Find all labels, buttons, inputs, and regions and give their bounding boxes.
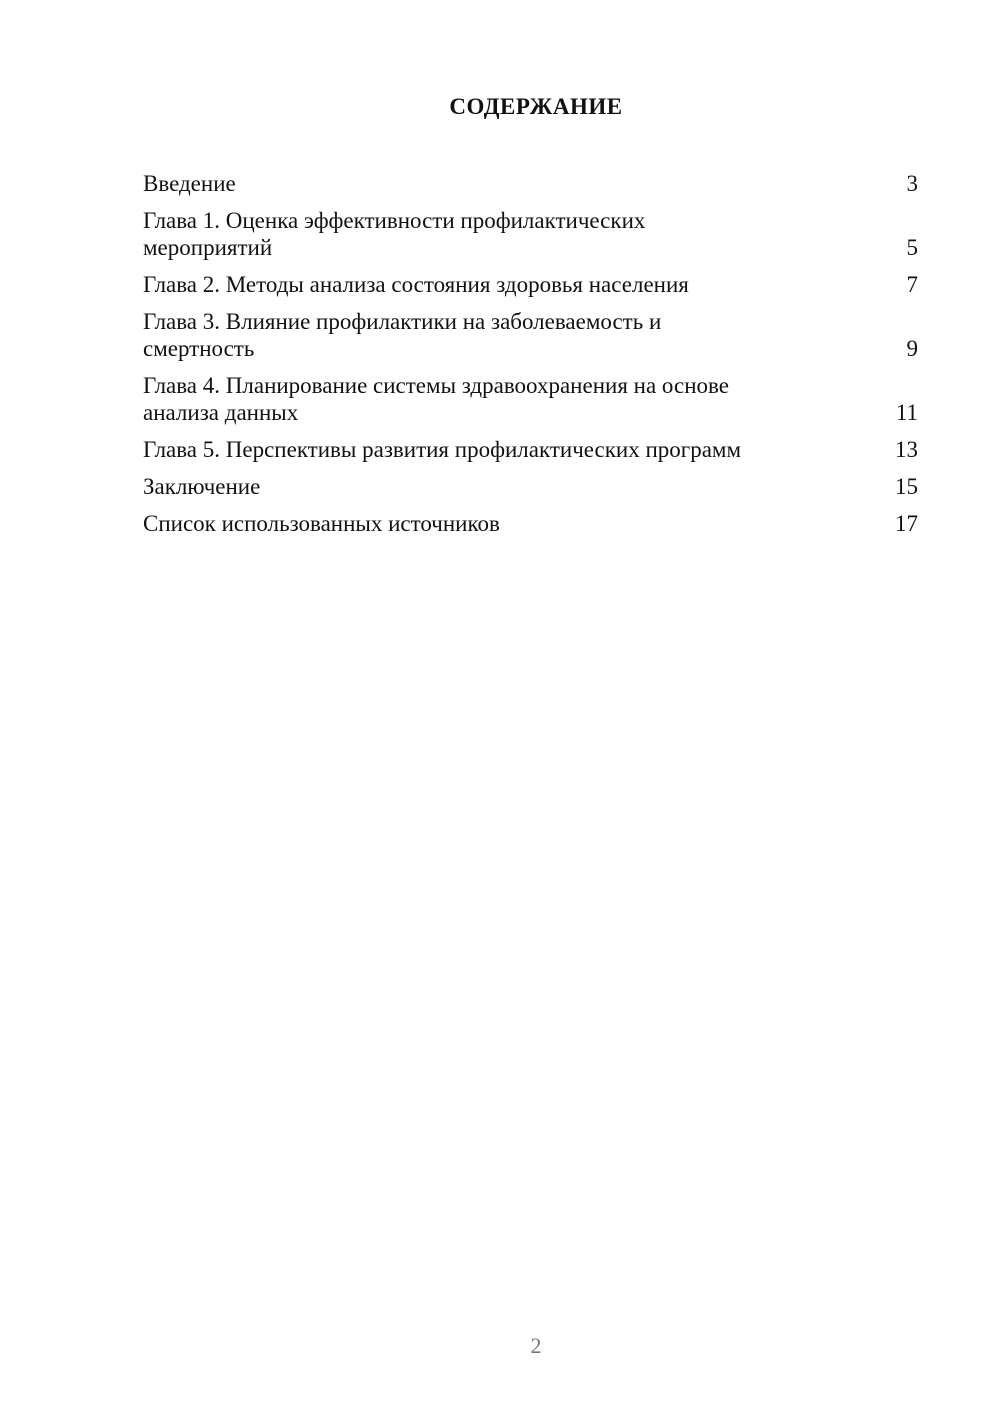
toc-entry-chapter-3 bbox=[143, 308, 918, 362]
toc-entry-chapter-1 bbox=[143, 207, 918, 261]
toc-entry-text: Глава 3. Влияние профилактики на заболеваемость и смертность bbox=[143, 309, 662, 361]
toc-entry-text: Глава 5. Перспективы развития профилактических программ bbox=[143, 437, 742, 462]
toc-entry-chapter-4 bbox=[143, 372, 918, 426]
toc-entry-page: 7 bbox=[906, 272, 918, 297]
toc-entry-introduction bbox=[143, 170, 918, 197]
toc-entry-chapter-2 bbox=[143, 271, 918, 298]
toc-entry-text: Заключение bbox=[143, 474, 261, 499]
toc-entry-page: 5 bbox=[906, 235, 918, 260]
toc-entry-text: Введение bbox=[143, 171, 236, 196]
page-title: СОДЕРЖАНИЕ bbox=[449, 94, 623, 119]
toc-entry-page: 13 bbox=[895, 437, 918, 462]
toc-entry-page: 15 bbox=[895, 474, 918, 499]
toc-entry-page: 11 bbox=[895, 400, 918, 425]
toc-entry-text: Глава 1. Оценка эффективности профилактических мероприятий bbox=[143, 208, 646, 260]
toc-entry-page: 3 bbox=[906, 171, 918, 196]
page-number: 2 bbox=[530, 1333, 542, 1358]
toc-entry-text: Список использованных источников bbox=[143, 511, 500, 536]
table-of-contents bbox=[143, 170, 918, 547]
toc-entry-page: 9 bbox=[906, 336, 918, 361]
toc-entry-text: Глава 4. Планирование системы здравоохранения на основе анализа данных bbox=[143, 373, 729, 425]
toc-entry-text: Глава 2. Методы анализа состояния здоровья населения bbox=[143, 272, 689, 297]
toc-entry-conclusion bbox=[143, 473, 918, 500]
toc-entry-references bbox=[143, 510, 918, 537]
toc-entry-page: 17 bbox=[895, 511, 918, 536]
toc-entry-chapter-5 bbox=[143, 436, 918, 463]
